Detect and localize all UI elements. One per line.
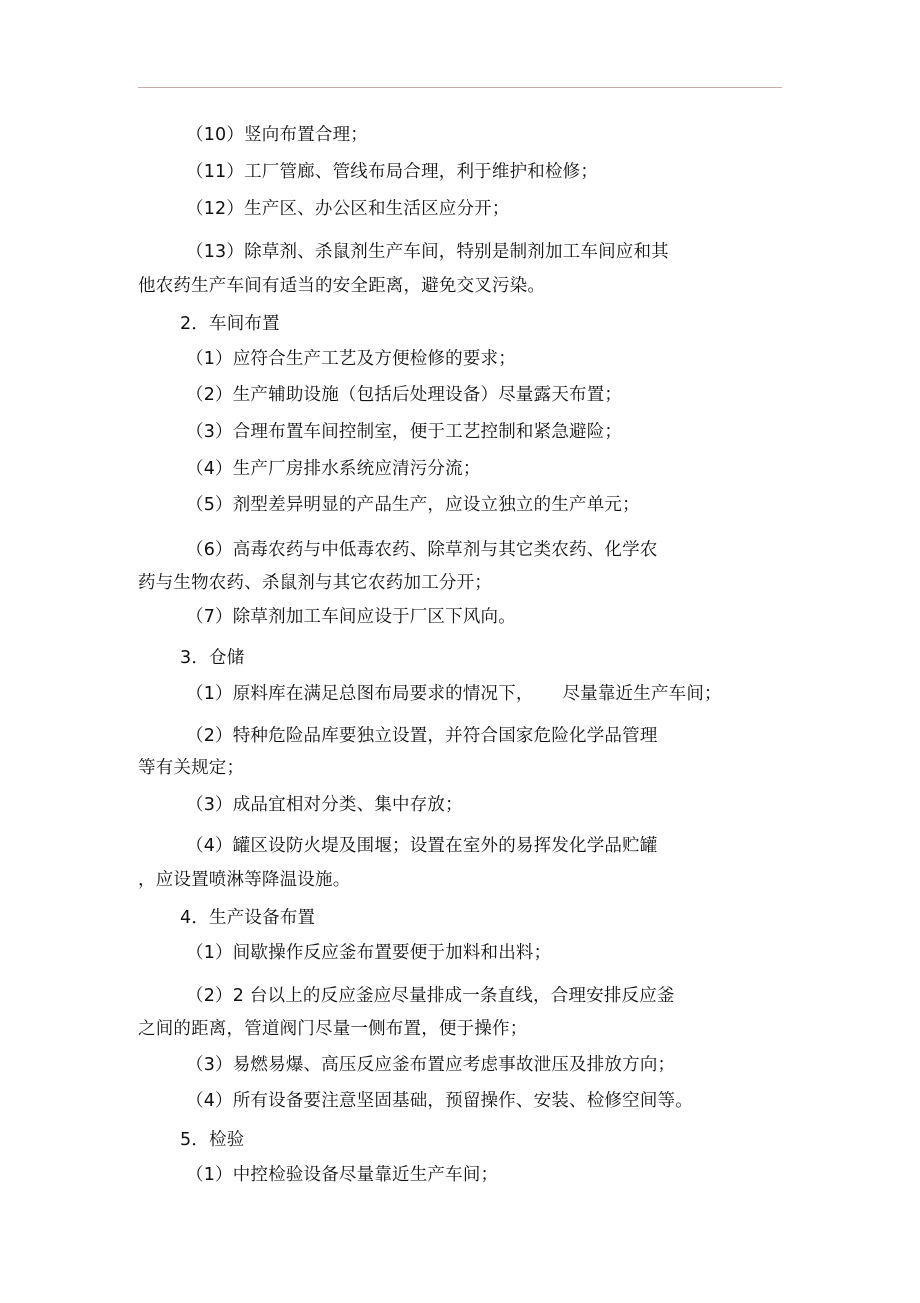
text-line: （10）竖向布置合理； xyxy=(186,125,368,145)
text-line: （1）间歇操作反应釜布置要便于加料和出料； xyxy=(186,943,552,963)
text-line: 等有关规定； xyxy=(138,758,245,778)
text-line: （4）生产厂房排水系统应清污分流； xyxy=(186,459,481,479)
text-line: （5）剂型差异明显的产品生产，应设立独立的生产单元； xyxy=(186,495,640,515)
text-line: （4）所有设备要注意坚固基础，预留操作、安装、检修空间等。 xyxy=(186,1091,693,1111)
section-heading: 2．车间布置 xyxy=(180,314,280,334)
text-line: （1）原料库在满足总图布局要求的情况下， 尽量靠近生产车间； xyxy=(186,684,722,704)
header-rule xyxy=(138,87,782,88)
text-line: ，应设置喷淋等降温设施。 xyxy=(138,870,351,890)
text-line: （3）成品宜相对分类、集中存放； xyxy=(186,795,463,815)
text-line: 之间的距离，管道阀门尽量一侧布置，便于操作； xyxy=(138,1019,528,1039)
text-line: （12）生产区、办公区和生活区应分开； xyxy=(186,199,510,219)
text-line: （1）应符合生产工艺及方便检修的要求； xyxy=(186,349,516,369)
text-line: （11）工厂管廊、管线布局合理，利于维护和检修； xyxy=(186,162,599,182)
section-heading: 4．生产设备布置 xyxy=(180,908,316,928)
text-line: （6）高毒农药与中低毒农药、除草剂与其它类农药、化学农 xyxy=(186,540,658,560)
text-line: （1）中控检验设备尽量靠近生产车间； xyxy=(186,1165,499,1185)
text-line: （7）除草剂加工车间应设于厂区下风向。 xyxy=(186,607,516,627)
text-line: （13）除草剂、杀鼠剂生产车间，特别是制剂加工车间应和其 xyxy=(186,242,669,262)
section-heading: 3．仓储 xyxy=(180,648,245,668)
text-line: （3）合理布置车间控制室，便于工艺控制和紧急避险； xyxy=(186,422,623,442)
text-line: （2）2 台以上的反应釜应尽量排成一条直线，合理安排反应釜 xyxy=(186,986,675,1006)
text-line: （2）特种危险品库要独立设置，并符合国家危险化学品管理 xyxy=(186,726,658,746)
text-line: 药与生物农药、杀鼠剂与其它农药加工分开； xyxy=(138,573,492,593)
text-line: 他农药生产车间有适当的安全距离，避免交叉污染。 xyxy=(138,276,546,296)
section-heading: 5．检验 xyxy=(180,1130,245,1150)
text-line: （3）易燃易爆、高压反应釜布置应考虑事故泄压及排放方向； xyxy=(186,1055,676,1075)
text-line: （4）罐区设防火堤及围堰；设置在室外的易挥发化学品贮罐 xyxy=(186,836,658,856)
text-line: （2）生产辅助设施（包括后处理设备）尽量露天布置； xyxy=(186,385,623,405)
